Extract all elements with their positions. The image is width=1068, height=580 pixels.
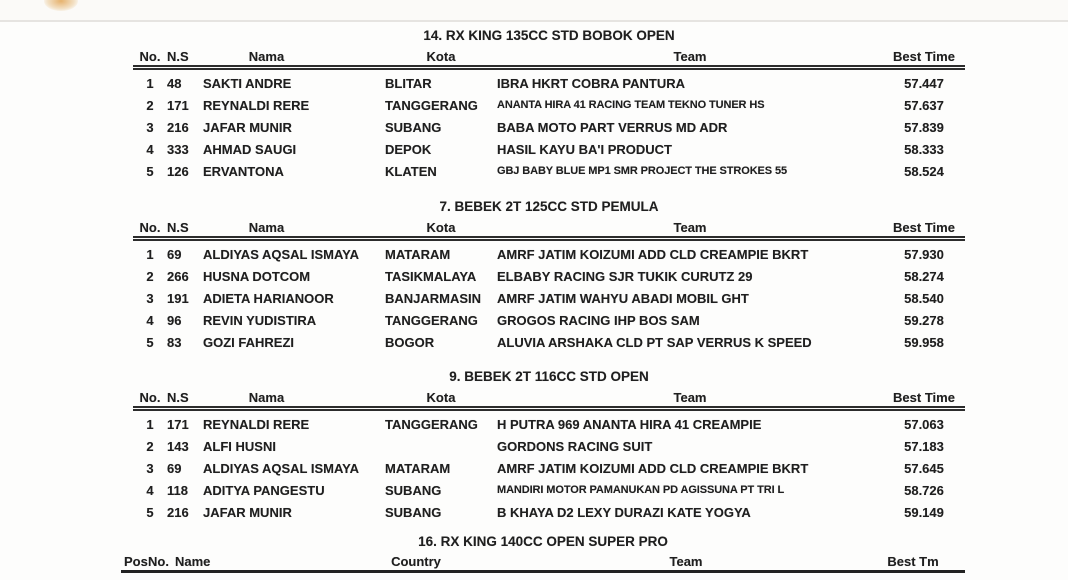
col-header-besttime: Best Time	[893, 220, 955, 235]
col-header-besttm: Best Tm	[887, 554, 939, 569]
col-header-besttime: Best Time	[893, 49, 955, 64]
number-cell: 48	[167, 75, 182, 91]
position-cell: 5	[146, 504, 154, 520]
best-time-cell: 57.839	[904, 119, 944, 135]
result-row	[133, 309, 965, 331]
best-time-cell: 58.524	[904, 163, 944, 179]
position-cell: 5	[146, 163, 154, 179]
team-cell: ELBABY RACING SJR TUKIK CURUTZ 29	[497, 268, 753, 284]
top-strip	[0, 0, 1068, 22]
team-cell: GORDONS RACING SUIT	[497, 438, 653, 454]
result-row	[133, 138, 965, 160]
col-header-team: Team	[673, 49, 707, 64]
number-cell: 96	[167, 312, 182, 328]
best-time-cell: 57.930	[904, 246, 944, 262]
name-cell: JAFAR MUNIR	[203, 119, 292, 135]
col-header-no: No.	[148, 554, 169, 569]
number-cell: 143	[167, 438, 189, 454]
col-header-no: No.	[139, 220, 161, 235]
name-cell: ADITYA PANGESTU	[203, 482, 325, 498]
table-body	[133, 72, 965, 182]
team-cell: B KHAYA D2 LEXY DURAZI KATE YOGYA	[497, 504, 751, 520]
name-cell: GOZI FAHREZI	[203, 334, 294, 350]
position-cell: 3	[146, 460, 154, 476]
col-header-pos: Pos	[124, 554, 148, 569]
table-rx-king-135cc-std-bobok-open	[133, 27, 965, 182]
table-rx-king-140cc-open-super-pro	[121, 533, 965, 575]
col-header-ns: N.S	[167, 390, 189, 405]
number-cell: 69	[167, 246, 182, 262]
name-cell: SAKTI ANDRE	[203, 75, 292, 91]
header-divider	[133, 65, 965, 70]
col-header-team: Team	[673, 390, 707, 405]
col-header-ns: N.S	[167, 49, 189, 64]
table-body	[133, 243, 965, 353]
number-cell: 69	[167, 460, 182, 476]
name-cell: ERVANTONA	[203, 163, 284, 179]
result-row	[133, 457, 965, 479]
best-time-cell: 57.645	[904, 460, 944, 476]
best-time-cell: 58.540	[904, 290, 944, 306]
result-row	[133, 94, 965, 116]
col-header-ns: N.S	[167, 220, 189, 235]
city-cell: BOGOR	[385, 334, 435, 350]
city-cell: SUBANG	[385, 119, 442, 135]
best-time-cell: 59.278	[904, 312, 944, 328]
name-cell: ADIETA HARIANOOR	[203, 290, 334, 306]
team-cell: ALUVIA ARSHAKA CLD PT SAP VERRUS K SPEED	[497, 334, 812, 350]
header-divider	[133, 236, 965, 241]
city-cell: TANGGERANG	[385, 312, 478, 328]
city-cell: BANJARMASIN	[385, 290, 482, 306]
number-cell: 118	[167, 482, 188, 498]
table-header-row	[133, 220, 965, 235]
table-header-row	[121, 554, 965, 569]
col-header-name: Name	[175, 554, 211, 569]
col-header-kota: Kota	[426, 220, 456, 235]
team-cell: IBRA HKRT COBRA PANTURA	[497, 75, 686, 91]
team-cell: ANANTA HIRA 41 RACING TEAM TEKNO TUNER HS	[497, 99, 765, 111]
team-cell: AMRF JATIM KOIZUMI ADD CLD CREAMPIE BKRT	[497, 246, 809, 262]
team-cell: GBJ BABY BLUE MP1 SMR PROJECT THE STROKES 55	[497, 165, 788, 177]
col-header-no: No.	[139, 49, 161, 64]
best-time-cell: 58.333	[904, 141, 944, 157]
best-time-cell: 59.149	[904, 504, 944, 520]
position-cell: 2	[146, 268, 154, 284]
best-time-cell: 57.637	[904, 97, 944, 113]
col-header-kota: Kota	[426, 49, 456, 64]
position-cell: 1	[146, 75, 154, 91]
position-cell: 2	[146, 438, 154, 454]
number-cell: 171	[167, 416, 189, 432]
number-cell: 333	[167, 141, 189, 157]
city-cell: MATARAM	[385, 246, 451, 262]
name-cell: ALFI HUSNI	[203, 438, 276, 454]
table-bebek-2t-116cc-std-open	[133, 368, 965, 523]
col-header-nama: Nama	[248, 220, 285, 235]
name-cell: ALDIYAS AQSAL ISMAYA	[203, 246, 360, 262]
best-time-cell: 57.447	[904, 75, 944, 91]
col-header-besttime: Best Time	[893, 390, 955, 405]
city-cell: KLATEN	[385, 163, 437, 179]
table-bebek-2t-125cc-std-pemula	[133, 198, 965, 353]
col-header-nama: Nama	[248, 390, 285, 405]
position-cell: 4	[146, 141, 154, 157]
table-title: 9. BEBEK 2T 116CC STD OPEN	[449, 369, 649, 384]
city-cell: SUBANG	[385, 504, 442, 520]
position-cell: 4	[146, 482, 154, 498]
city-cell: TANGGERANG	[385, 416, 478, 432]
number-cell: 216	[167, 119, 189, 135]
position-cell: 1	[146, 246, 154, 262]
number-cell: 266	[167, 268, 189, 284]
city-cell: TANGGERANG	[385, 97, 478, 113]
best-time-cell: 58.274	[904, 268, 944, 284]
header-divider	[121, 570, 965, 573]
city-cell: BLITAR	[385, 75, 432, 91]
header-divider	[133, 406, 965, 411]
team-cell: HASIL KAYU BA'I PRODUCT	[497, 141, 672, 157]
col-header-nama: Nama	[248, 49, 285, 64]
result-row	[133, 160, 965, 182]
result-row	[133, 116, 965, 138]
team-cell: MANDIRI MOTOR PAMANUKAN PD AGISSUNA PT TRI L	[497, 484, 785, 496]
city-cell: MATARAM	[385, 460, 451, 476]
result-row	[133, 413, 965, 435]
table-title: 7. BEBEK 2T 125CC STD PEMULA	[439, 199, 659, 214]
best-time-cell: 58.726	[904, 482, 944, 498]
table-header-row	[133, 49, 965, 64]
city-cell: TASIKMALAYA	[385, 268, 477, 284]
name-cell: ALDIYAS AQSAL ISMAYA	[203, 460, 360, 476]
col-header-team: Team	[673, 220, 707, 235]
result-row	[133, 501, 965, 523]
position-cell: 5	[146, 334, 154, 350]
name-cell: REVIN YUDISTIRA	[203, 312, 317, 328]
number-cell: 126	[167, 163, 189, 179]
best-time-cell: 59.958	[904, 334, 944, 350]
team-cell: BABA MOTO PART VERRUS MD ADR	[497, 119, 728, 135]
result-row	[133, 287, 965, 309]
name-cell: AHMAD SAUGI	[203, 141, 297, 157]
orange-logo-icon	[44, 0, 78, 11]
table-body	[133, 413, 965, 523]
position-cell: 3	[146, 119, 154, 135]
city-cell: DEPOK	[385, 141, 432, 157]
team-cell: GROGOS RACING IHP BOS SAM	[497, 312, 700, 328]
table-title: 16. RX KING 140CC OPEN SUPER PRO	[418, 534, 668, 549]
city-cell: SUBANG	[385, 482, 442, 498]
name-cell: REYNALDI RERE	[203, 416, 310, 432]
position-cell: 1	[146, 416, 154, 432]
name-cell: JAFAR MUNIR	[203, 504, 292, 520]
result-row	[133, 331, 965, 353]
result-row	[133, 243, 965, 265]
col-header-no: No.	[139, 390, 161, 405]
name-cell: REYNALDI RERE	[203, 97, 310, 113]
col-header-kota: Kota	[426, 390, 456, 405]
result-row	[133, 479, 965, 501]
best-time-cell: 57.183	[904, 438, 944, 454]
table-title: 14. RX KING 135CC STD BOBOK OPEN	[423, 28, 675, 43]
result-row	[133, 72, 965, 94]
col-header-team: Team	[669, 554, 703, 569]
position-cell: 2	[146, 97, 154, 113]
result-row	[133, 435, 965, 457]
position-cell: 3	[146, 290, 154, 306]
number-cell: 216	[167, 504, 189, 520]
number-cell: 171	[167, 97, 189, 113]
team-cell: AMRF JATIM WAHYU ABADI MOBIL GHT	[497, 290, 749, 306]
position-cell: 4	[146, 312, 154, 328]
name-cell: HUSNA DOTCOM	[203, 268, 311, 284]
table-header-row	[133, 390, 965, 405]
team-cell: H PUTRA 969 ANANTA HIRA 41 CREAMPIE	[497, 416, 762, 432]
number-cell: 83	[167, 334, 182, 350]
col-header-country: Country	[391, 554, 441, 569]
team-cell: AMRF JATIM KOIZUMI ADD CLD CREAMPIE BKRT	[497, 460, 809, 476]
result-row	[133, 265, 965, 287]
best-time-cell: 57.063	[904, 416, 944, 432]
number-cell: 191	[167, 290, 189, 306]
